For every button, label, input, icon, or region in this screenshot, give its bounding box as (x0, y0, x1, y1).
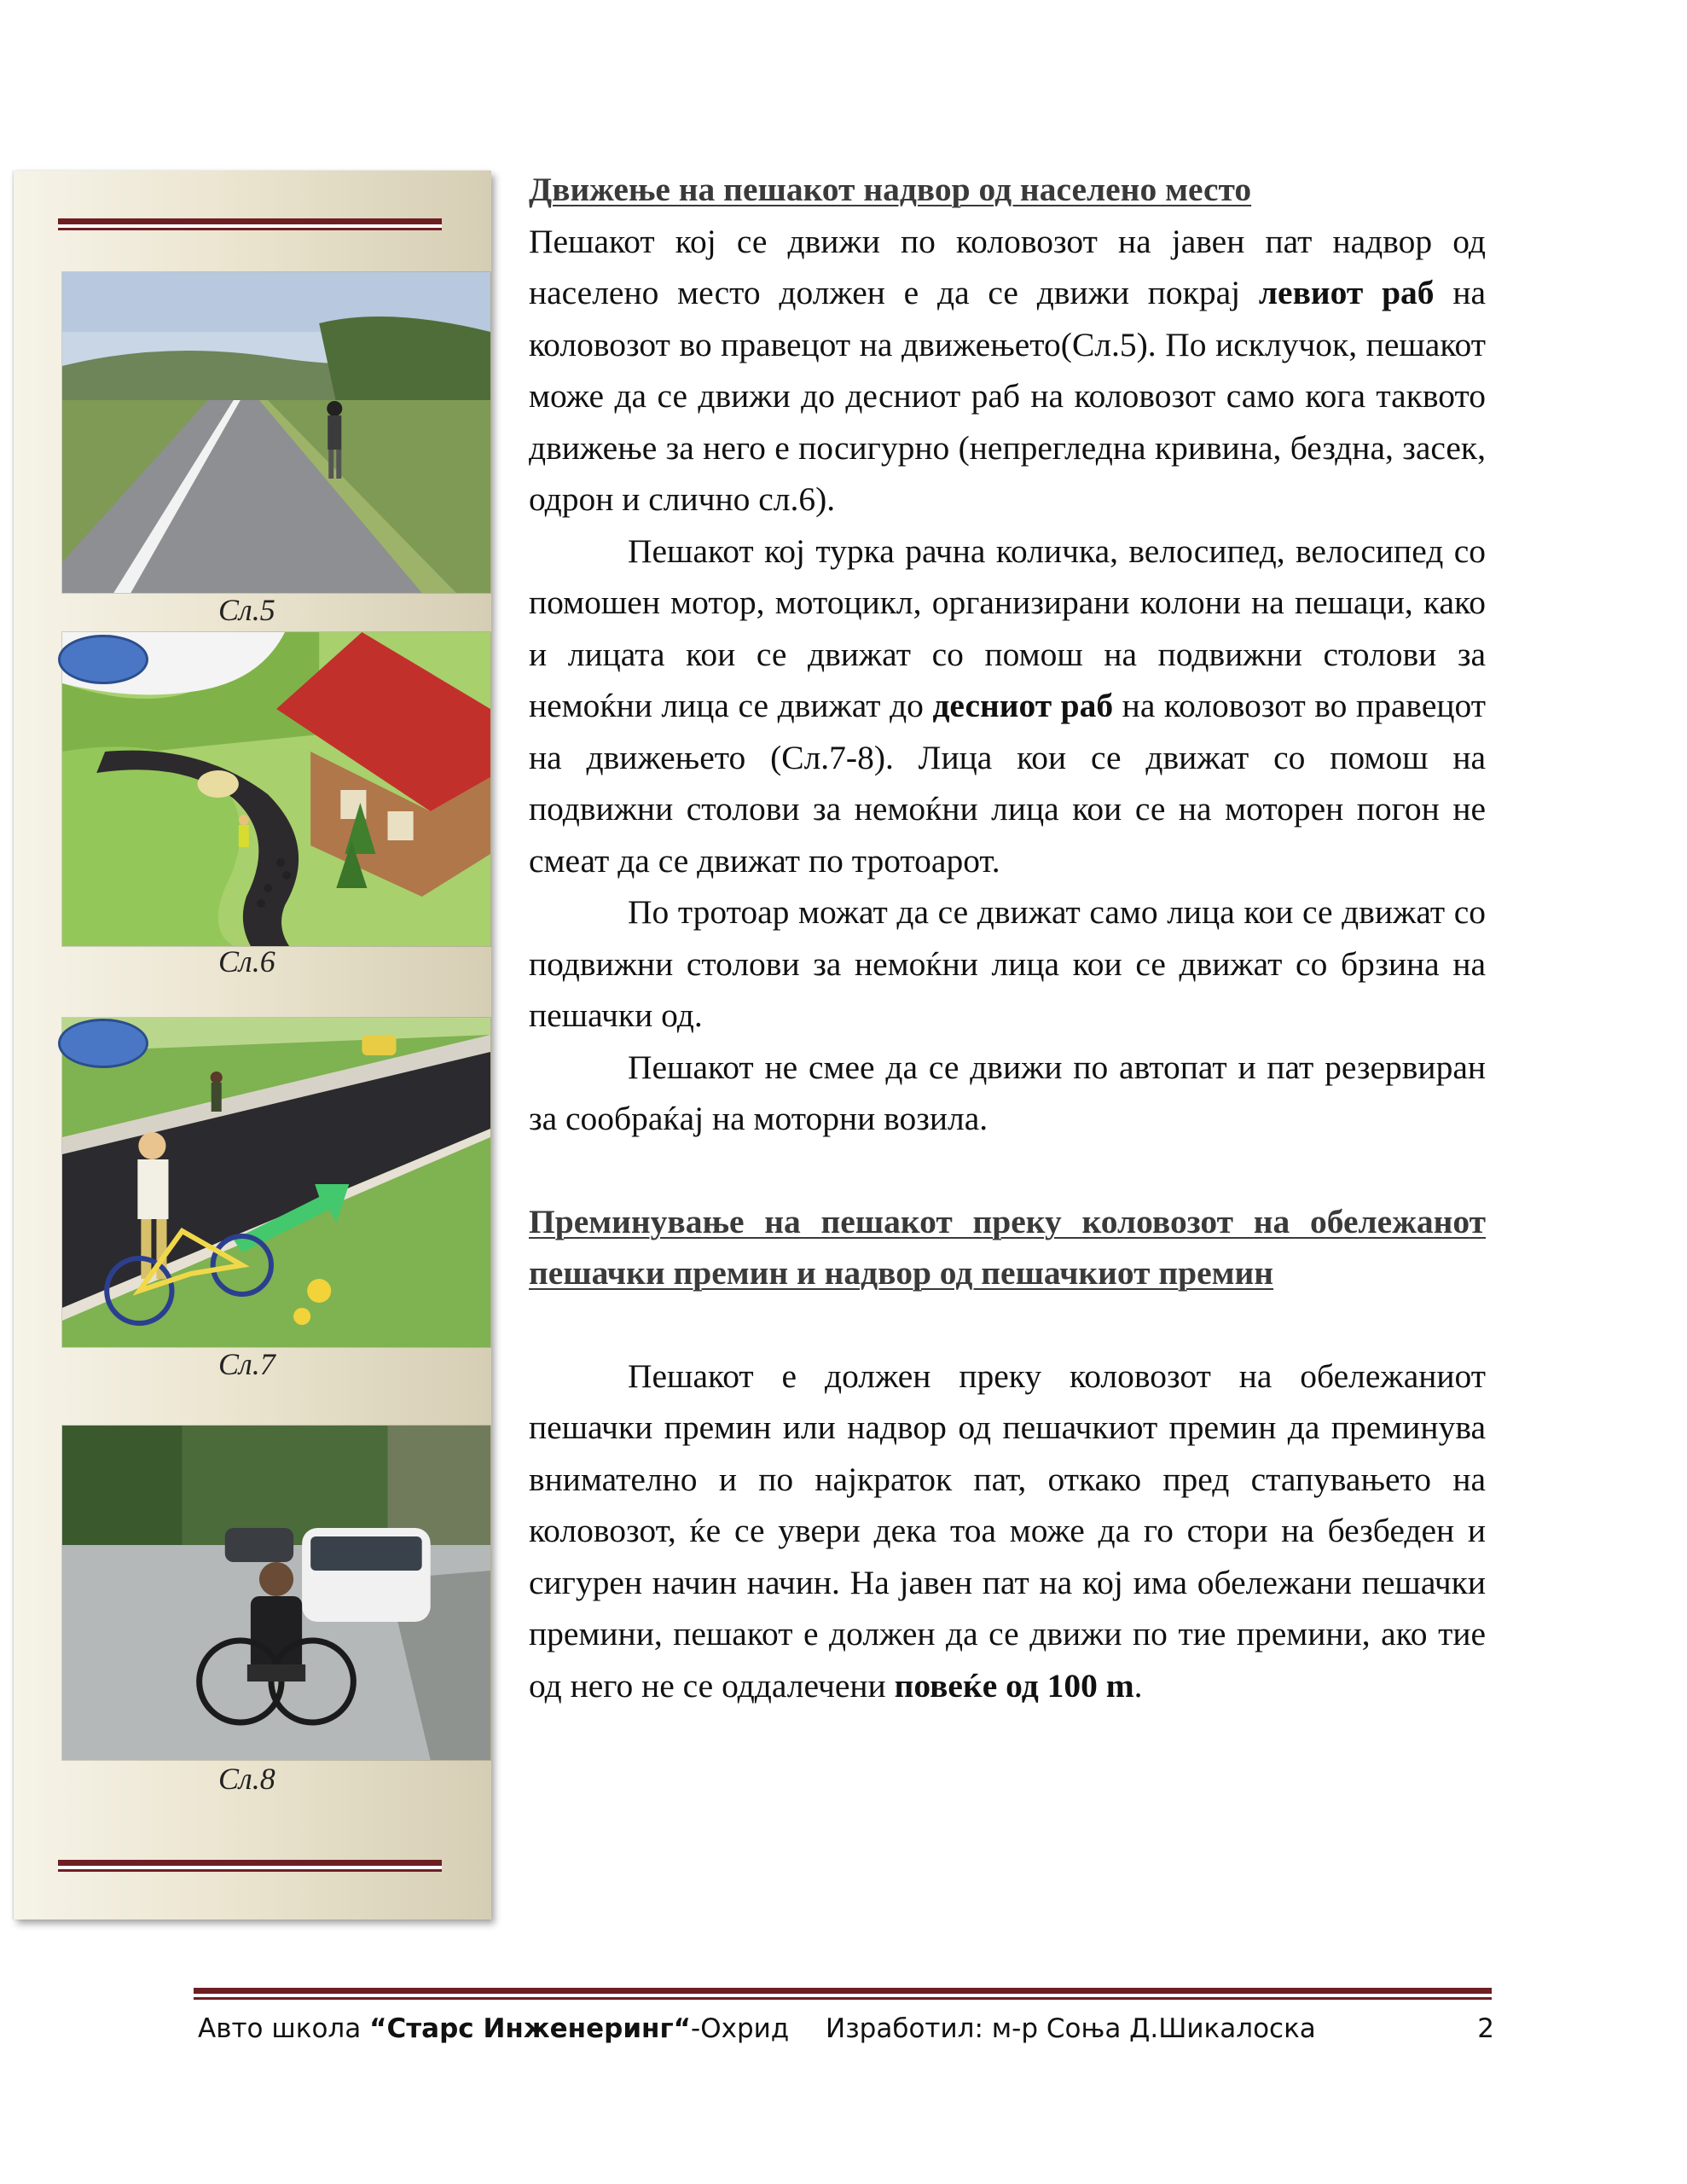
footer-school (198, 2013, 789, 2044)
figure-7-marker (58, 1019, 148, 1068)
figure-7-caption: Сл.7 (218, 1347, 275, 1381)
paragraph-text: . (1133, 1666, 1143, 1705)
emphasis-right-edge: десниот раб (932, 687, 1114, 724)
figure-sidebar (14, 171, 491, 1920)
figure-7-illustration (61, 1017, 491, 1348)
footer-rule (194, 1988, 1492, 2000)
figure-5-road-photo (61, 271, 491, 594)
footer-school-prefix: Авто школа (198, 2013, 370, 2044)
section-1-paragraph-4: Пешакот не смее да се движи по автопат и пат резервиран за сообраќај на моторни возила. (529, 1048, 1486, 1137)
footer-author: Изработил: м-р Соња Д.Шикалоска (826, 2013, 1316, 2044)
figure-8-caption: Сл.8 (218, 1762, 275, 1796)
section-spacer (529, 1299, 1486, 1350)
figure-8-wheelchair-photo (61, 1425, 491, 1761)
paragraph-text: на коловозот во правецот на движењето(Сл.5). По исклучок, пешакот може да се движи до десниот раб на коловозот само кога таквото движење за него е посигурно (непрегледна кривина, бездна, засек, одрон и слично сл.6). (529, 274, 1486, 518)
sidebar-top-rule (58, 218, 442, 230)
paragraph-text: Пешакот е должен преку коловозот на обележаниот пешачки премин или надвор од пешачкиот премин да преминува внимателно и по најкраток пат, откако пред стапувањето на коловозот, ќе се увери дека тоа може да го стори на безбеден и сигурен начин начин. На јавен пат на кој има обележани пешачки премини, пешакот е должен да се движи по тие премини, ако тие од него не се оддалечени (529, 1356, 1486, 1705)
main-text (529, 164, 1486, 1711)
footer-school-name: “Старс Инженеринг“ (369, 2013, 692, 2044)
page-footer (198, 2005, 1494, 2056)
section-1-heading: Движење на пешакот надвор од населено место (529, 171, 1252, 208)
section-1-paragraph-3: По тротоар можат да се движат само лица кои се движат со подвижни столови за немоќни лица кои се движат со брзина на пешачки од. (529, 893, 1486, 1034)
figure-6-caption: Сл.6 (218, 944, 275, 979)
paragraph-text: Пешакот кој се движи по коловозот на јавен пат надвор од населено место должен е да се движи покрај (529, 222, 1486, 311)
section-2-heading: Преминување на пешакот преку коловозот на обележанот пешачки премин и надвор од пешачкиот премин (529, 1202, 1486, 1292)
section-2-paragraph-1 (529, 1350, 1486, 1712)
figure-5-caption: Сл.5 (218, 593, 275, 627)
sidebar-bottom-rule (58, 1860, 442, 1872)
paragraph-text: на коловозот во правецот на движењето (Сл.7-8). Лица кои се движат со помош на подвижни столови за немоќни лица кои се на моторен погон не смеат да се движат по тротоарот. (529, 687, 1486, 880)
section-1-paragraph-2 (529, 526, 1486, 887)
section-spacer (529, 1145, 1486, 1196)
section-1-paragraph-1 (529, 216, 1486, 526)
emphasis-distance: повеќе од 100 m (894, 1666, 1134, 1705)
paragraph-text: Пешакот кој турка рачна количка, велосипед, велосипед со помошен мотор, мотоцикл, организирани колони на пешаци, како и лицата кои се движат со помош на подвижни столови за немоќни лица се движат до (529, 531, 1486, 724)
page-number: 2 (1477, 2013, 1494, 2044)
figure-6-marker (58, 635, 148, 684)
footer-school-city: -Охрид (691, 2013, 790, 2044)
emphasis-left-edge: левиот раб (1258, 274, 1435, 311)
